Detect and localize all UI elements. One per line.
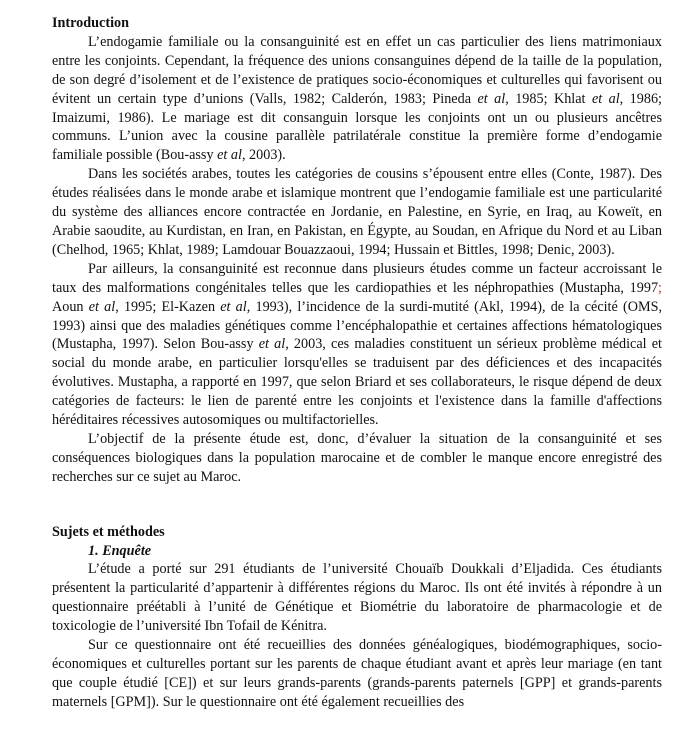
- subsection-heading-enquete: 1. Enquête: [88, 542, 152, 559]
- intro-paragraph-2: Dans les sociétés arabes, toutes les catégories de cousins s’épousent entre elles (Conte, 1987). Des études réalisées dans le monde arabe et islamique montrent que l’endogamie familiale est une particularité du système des alliances encore contractée en Jordanie, en Palestine, en Syrie, en Iraq, au Koweït, en Arabie saoudite, au Kurdistan, en Iran, en Pakistan, en Égypte, au Soudan, en Afrique du Nord et au Liban (Chelhod, 1965; Khlat, 1989; Lamdouar Bouazzaoui, 1994; Hussain et Bittles, 1998; Denic, 2003).: [52, 166, 662, 258]
- section-heading-methods: Sujets et méthodes: [52, 523, 165, 540]
- text-run: , 1993), l’incidence de la surdi-mutité (Akl, 1994), de la cécité (OMS, 1993) ainsi que des maladies génétiques comme l’encéphalopathie et certaines affections hématologiques (Mustapha, 1997). Selon Bou-assy: [52, 298, 663, 353]
- methods-paragraph-2: Sur ce questionnaire ont été recueillies des données généalogiques, biodémographiques, socio-économiques et culturelles portant sur les parents de chaque étudiant avant et après leur mariage (en tant que couple étudié [CE]) et sur leurs grands-parents (grands-parents paternels [GPP] et grands-parents maternels [GPM]). Sur le questionnaire ont été également recueillies des: [52, 637, 662, 710]
- intro-paragraph-1: [52, 33, 662, 165]
- italic-run: et al: [477, 90, 506, 107]
- text-run: , 1985; Khlat: [505, 90, 592, 107]
- italic-run: et al: [591, 90, 620, 107]
- intro-paragraph-3: [52, 260, 662, 430]
- document-page: [52, 14, 662, 712]
- text-run: , 1995; El-Kazen: [115, 298, 221, 315]
- text-run: Aoun: [52, 298, 89, 315]
- italic-run: et al: [217, 147, 242, 164]
- text-run: Par ailleurs, la consanguinité est reconnue dans plusieurs études comme un facteur accroissant le taux des malformations congénitales telles que les cardiopathies et les néphropathies (Mustapha, 1997: [52, 260, 662, 296]
- italic-run: et al: [88, 298, 116, 315]
- highlighted-semicolon: ;: [658, 279, 662, 296]
- text-run: L’endogamie familiale ou la consanguinité est en effet un cas particulier des liens matrimoniaux entre les conjoints. Cependant, la fréquence des unions consanguines dépend de la taille de la population, de son degré d’isolement et de l’existence de pratiques socio-économiques et culturelles qui favorisent ou évitent un certain type d’unions (Valls, 1982; Calderón, 1983; Pineda: [52, 33, 662, 107]
- italic-run: et al: [258, 336, 286, 353]
- text-run: , 1986; Imaizumi, 1986). Le mariage est dit consanguin lorsque les conjoints ont un ou plusieurs ancêtres communs. L’union avec la cousine parallèle patrilatérale constitue la première forme d’endogamie familiale possible (Bou-assy: [52, 90, 662, 164]
- section-spacer: [52, 487, 662, 523]
- methods-paragraph-1: L’étude a porté sur 291 étudiants de l’université Chouaïb Doukkali d’Eljadida. Ces étudiants présentent la particularité d’appartenir à différentes régions du Maroc. Ils ont été invités à répondre à un questionnaire préétabli à l’unité de Génétique et Biométrie du laboratoire de pharmacologie et de toxicologie de l’université Ibn Tofail de Kénitra.: [52, 561, 662, 635]
- text-run: , 2003).: [241, 147, 286, 164]
- section-heading-introduction: Introduction: [52, 15, 129, 31]
- text-run: , 2003, ces maladies constituent un sérieux problème médical et social du monde arabe, en particulier lorsqu'elles se traduisent par des déficiences et des incapacités évolutives. Mustapha, a rapporté en 1997, que selon Briard et ses collaborateurs, le risque dépend de deux catégories de facteurs: le lien de parenté entre les conjoints et l'existence dans la famille d'affections héréditaires récessives autosomiques ou multifactorielles.: [52, 336, 662, 429]
- italic-run: et al: [220, 298, 247, 315]
- intro-paragraph-4: L’objectif de la présente étude est, donc, d’évaluer la situation de la consanguinité et ses conséquences biologiques dans la population marocaine et de combler le manque encore enregistré des recherches sur ce sujet au Maroc.: [52, 430, 662, 485]
